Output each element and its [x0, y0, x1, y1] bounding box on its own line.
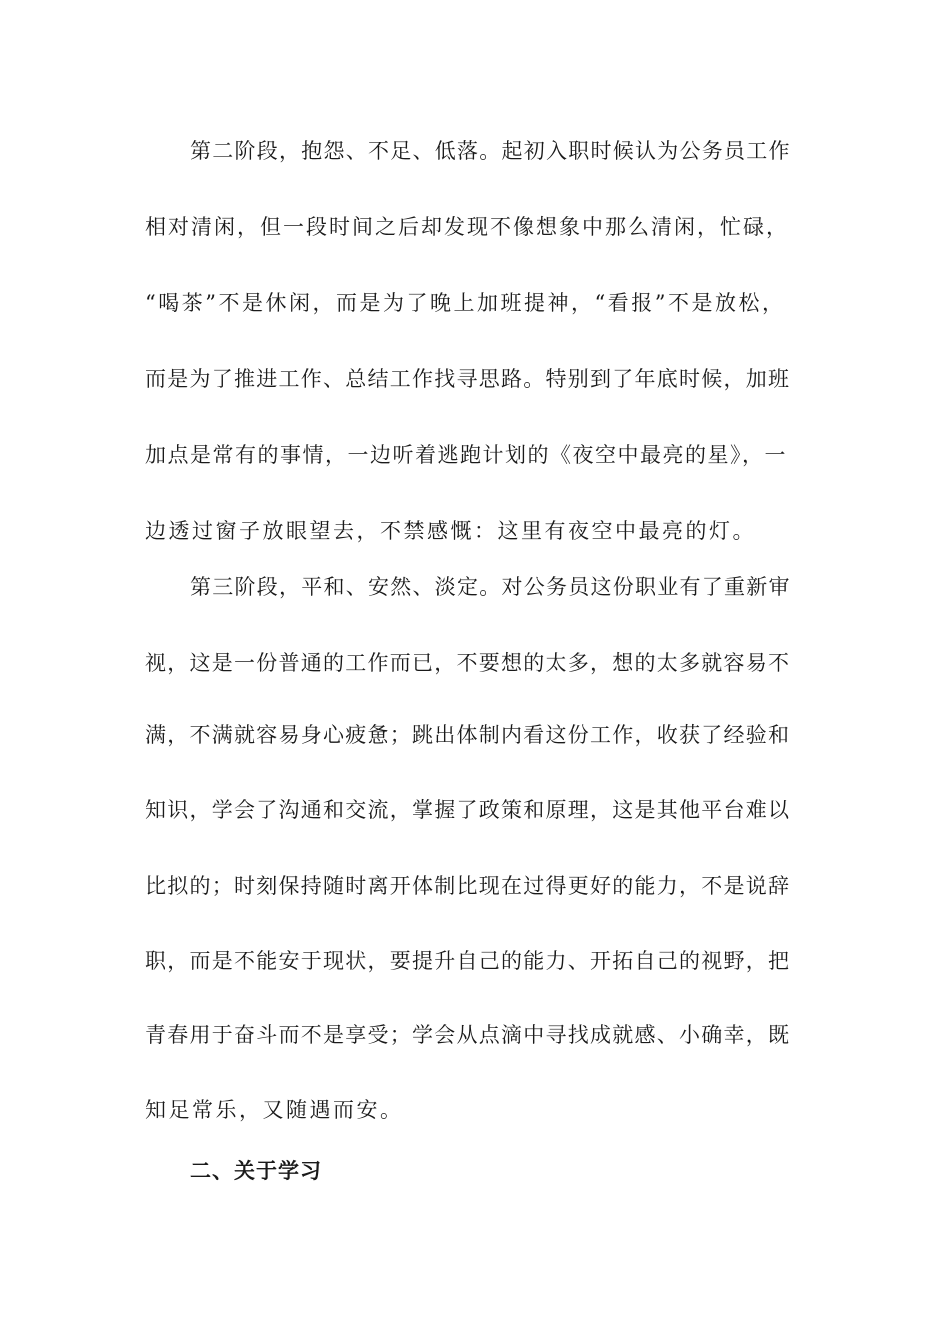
paragraph-1-line-3: “喝茶”不是休闲，而是为了晚上加班提神，“看报”不是放松，	[145, 291, 786, 315]
paragraph-2-line-7: 青春用于奋斗而不是享受；学会从点滴中寻找成就感、小确幸，既	[145, 1023, 791, 1047]
paragraph-2-line-6: 职，而是不能安于现状，要提升自己的能力、开拓自己的视野，把	[145, 949, 791, 973]
paragraph-1-line-6: 边透过窗子放眼望去，不禁感慨：这里有夜空中最亮的灯。	[145, 519, 756, 543]
paragraph-2-line-4: 知识，学会了沟通和交流，掌握了政策和原理，这是其他平台难以	[145, 798, 791, 822]
paragraph-2-line-3: 满，不满就容易身心疲惫；跳出体制内看这份工作，收获了经验和	[145, 723, 791, 747]
paragraph-2-line-8: 知足常乐，又随遇而安。	[145, 1098, 404, 1122]
paragraph-2-line-5: 比拟的；时刻保持随时离开体制比现在过得更好的能力，不是说辞	[145, 874, 791, 898]
paragraph-2-line-2: 视，这是一份普通的工作而已，不要想的太多，想的太多就容易不	[145, 651, 791, 675]
paragraph-1-line-2: 相对清闲，但一段时间之后却发现不像想象中那么清闲，忙碌，	[145, 215, 789, 239]
paragraph-1-line-4: 而是为了推进工作、总结工作找寻思路。特别到了年底时候，加班	[145, 367, 791, 391]
paragraph-1-line-5: 加点是常有的事情，一边听着逃跑计划的《夜空中最亮的星》，一	[145, 443, 787, 467]
paragraph-1-line-1: 第二阶段，抱怨、不足、低落。起初入职时候认为公务员工作	[190, 139, 791, 163]
paragraph-2-line-1: 第三阶段，平和、安然、淡定。对公务员这份职业有了重新审	[190, 575, 791, 599]
section-heading: 二、关于学习	[190, 1159, 322, 1183]
